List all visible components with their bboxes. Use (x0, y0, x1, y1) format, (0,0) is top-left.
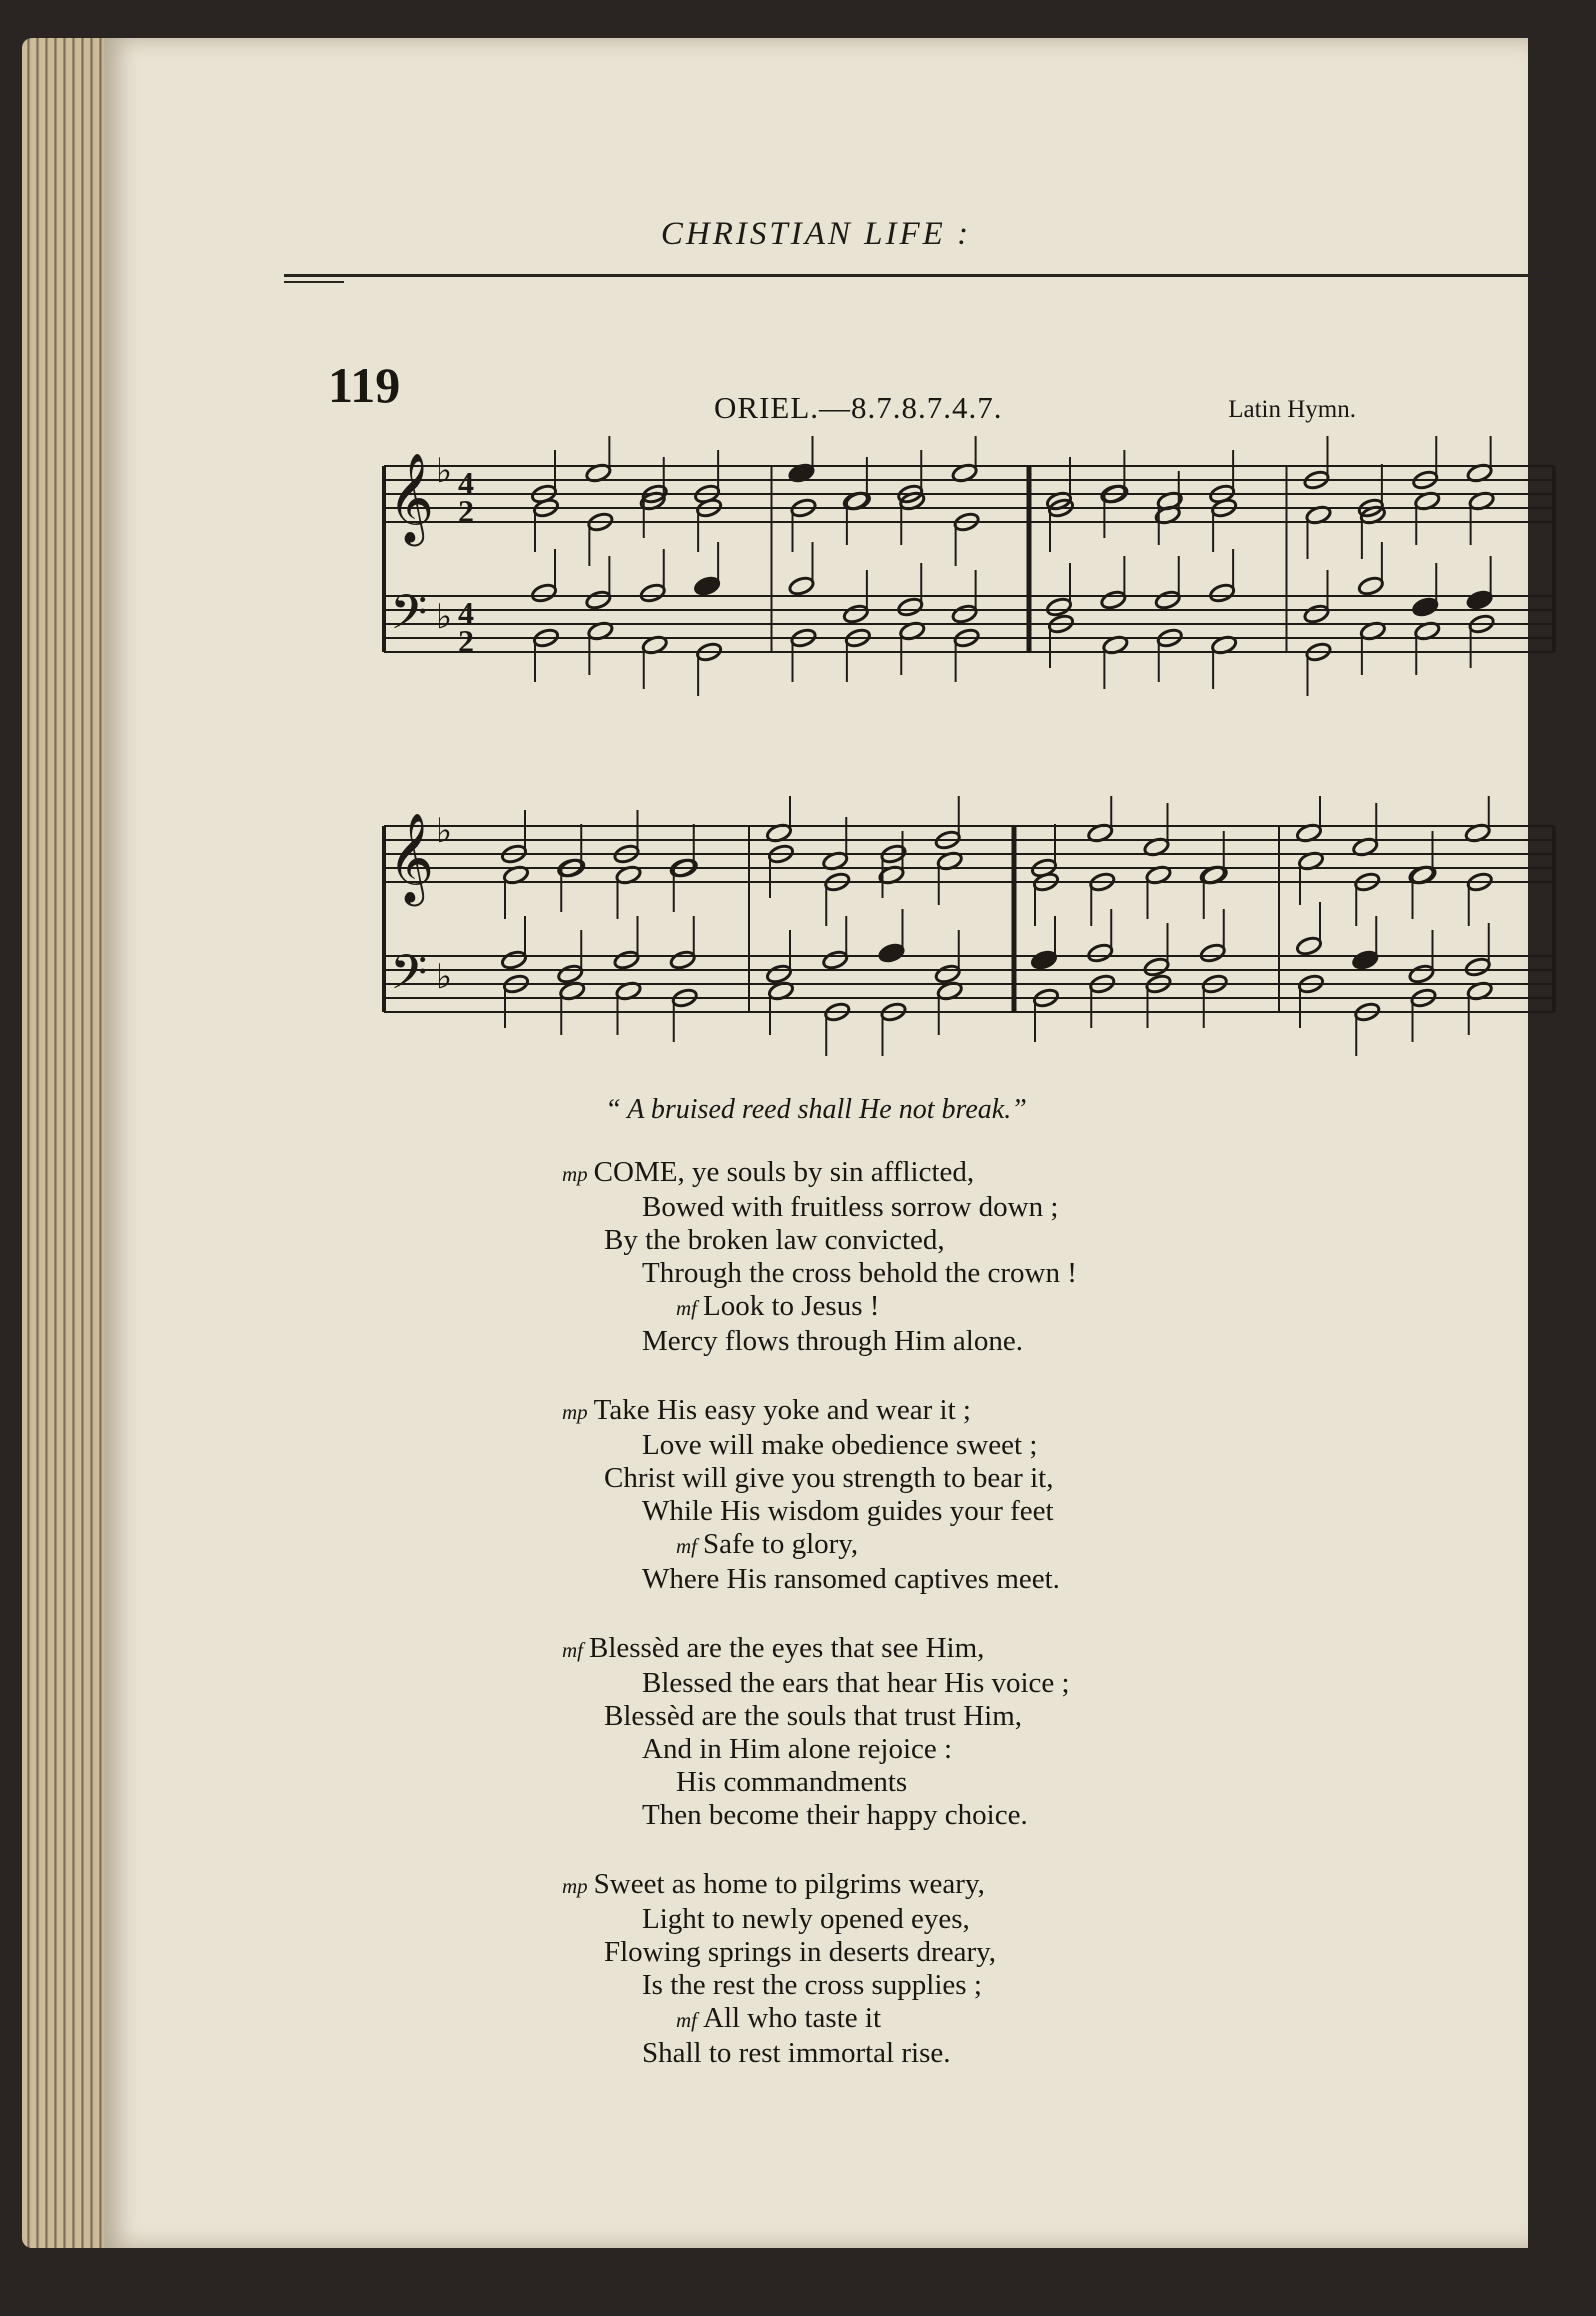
note-head (1357, 575, 1384, 596)
dynamic-marking: mf (676, 1296, 697, 1320)
tune-name: ORIEL.—8.7.8.7.4.7. (714, 390, 1003, 425)
note-head (842, 603, 869, 624)
verse-line (604, 1191, 1504, 1224)
verse-text: And in Him alone rejoice : (642, 1733, 953, 1765)
note-head (613, 949, 640, 970)
hymn-verses (562, 1156, 1504, 2106)
dynamic-marking: mf (562, 1638, 583, 1662)
note-head (669, 949, 696, 970)
flat-icon: ♭ (436, 957, 453, 997)
attribution: Latin Hymn. (1228, 396, 1356, 423)
verse-text: COME, ye souls by sin afflicted, (593, 1156, 975, 1188)
verse-line (604, 1936, 1504, 1969)
note-head (788, 575, 815, 596)
note-head (822, 949, 849, 970)
verse-line (604, 1429, 1504, 1462)
note-head (1466, 589, 1493, 610)
note-head (1045, 596, 1072, 617)
verse-text: Safe to glory, (703, 1528, 859, 1560)
verse-line (562, 1632, 1504, 1667)
verse-text: By the broken law convicted, (604, 1224, 945, 1256)
stanza (562, 1632, 1504, 1832)
note-head (693, 575, 720, 596)
dynamic-marking: mf (676, 2008, 697, 2032)
note-head (1464, 956, 1491, 977)
stanza (562, 1394, 1504, 1596)
verse-line (604, 1257, 1504, 1290)
verse-line (604, 1563, 1504, 1596)
verse-text: His commandments (676, 1766, 908, 1798)
stanza (562, 1156, 1504, 1358)
verse-line (604, 1700, 1504, 1733)
note-head (897, 596, 924, 617)
verse-line (604, 2037, 1504, 2070)
verse-line (604, 1799, 1504, 1832)
verse-text: Bowed with fruitless sorrow down ; (642, 1191, 1059, 1223)
verse-line (604, 1667, 1504, 1700)
verse-text: Light to newly opened eyes, (642, 1903, 970, 1935)
music-system-1 (374, 436, 1564, 706)
treble-clef-icon: 𝄞 (388, 453, 435, 543)
note-head (585, 589, 612, 610)
note-head (878, 942, 905, 963)
note-head (1087, 942, 1114, 963)
verse-text: Look to Jesus ! (703, 1290, 880, 1322)
stanza (562, 1868, 1504, 2070)
verse-line (604, 1325, 1504, 1358)
verse-line (604, 1528, 1504, 1563)
note-head (639, 582, 666, 603)
verse-text: Sweet as home to pilgrims weary, (593, 1868, 985, 1900)
dynamic-marking: mp (562, 1400, 588, 1424)
verse-text: All who taste it (703, 2002, 882, 2034)
hymnal-page (104, 38, 1528, 2248)
verse-text: Mercy flows through Him alone. (642, 1325, 1023, 1357)
bass-clef-icon: 𝄢 (390, 584, 428, 652)
note-head (500, 949, 527, 970)
note-head (1412, 596, 1439, 617)
verse-text: Take His easy yoke and wear it ; (593, 1394, 971, 1426)
note-head (1143, 956, 1170, 977)
verse-text: Through the cross behold the crown ! (642, 1257, 1077, 1289)
note-head (1154, 589, 1181, 610)
note-head (1199, 942, 1226, 963)
flat-icon: ♭ (436, 811, 453, 851)
flat-icon: ♭ (436, 597, 453, 637)
time-signature-bottom: 2 (458, 493, 474, 529)
note-head (1295, 935, 1322, 956)
verse-line (562, 1156, 1504, 1191)
hymn-number: 119 (328, 357, 401, 413)
header-rule-ornament (284, 281, 344, 283)
verse-line (604, 1290, 1504, 1325)
note-head (1408, 963, 1435, 984)
note-head (530, 582, 557, 603)
dynamic-marking: mf (676, 1534, 697, 1558)
note-head (934, 963, 961, 984)
header-rule (284, 274, 1552, 277)
verse-line (562, 1394, 1504, 1429)
verse-line (604, 1224, 1504, 1257)
verse-text: Where His ransomed captives meet. (642, 1563, 1060, 1595)
verse-line (604, 1969, 1504, 2002)
verse-text: Flowing springs in deserts dreary, (604, 1936, 996, 1968)
verse-text: While His wisdom guides your feet (642, 1495, 1054, 1527)
verse-line (604, 1495, 1504, 1528)
running-header: CHRISTIAN LIFE : (660, 216, 972, 252)
verse-line (604, 2002, 1504, 2037)
verse-text: Love will make obedience sweet ; (642, 1429, 1038, 1461)
note-head (1303, 603, 1330, 624)
note-head (1352, 949, 1379, 970)
verse-text: Blessèd are the souls that trust Him, (604, 1700, 1023, 1732)
time-signature-top: 4 (458, 465, 474, 501)
treble-clef-icon: 𝄞 (388, 813, 435, 903)
verse-line (604, 1462, 1504, 1495)
verse-text: Then become their happy choice. (642, 1799, 1028, 1831)
verse-text: Blessèd are the eyes that see Him, (589, 1632, 985, 1664)
time-signature-bottom: 2 (458, 623, 474, 659)
verse-text: Blessed the ears that hear His voice ; (642, 1667, 1070, 1699)
music-system-2 (374, 796, 1564, 1066)
time-signature-top: 4 (458, 595, 474, 631)
note-head (1100, 589, 1127, 610)
note-head (951, 603, 978, 624)
verse-line (604, 1733, 1504, 1766)
verse-text: Christ will give you strength to bear it, (604, 1462, 1054, 1494)
dynamic-marking: mp (562, 1874, 588, 1898)
verse-line (562, 1868, 1504, 1903)
note-head (1208, 582, 1235, 603)
verse-text: Is the rest the cross supplies ; (642, 1969, 982, 2001)
note-head (765, 963, 792, 984)
note-head (1030, 949, 1057, 970)
flat-icon: ♭ (436, 451, 453, 491)
verse-text: Shall to rest immortal rise. (642, 2037, 951, 2069)
note-head (557, 963, 584, 984)
verse-line (604, 1766, 1504, 1799)
hymn-epigraph: “ A bruised reed shall He not break.” (605, 1094, 1027, 1125)
dynamic-marking: mp (562, 1162, 588, 1186)
bass-clef-icon: 𝄢 (390, 944, 428, 1012)
verse-line (604, 1903, 1504, 1936)
